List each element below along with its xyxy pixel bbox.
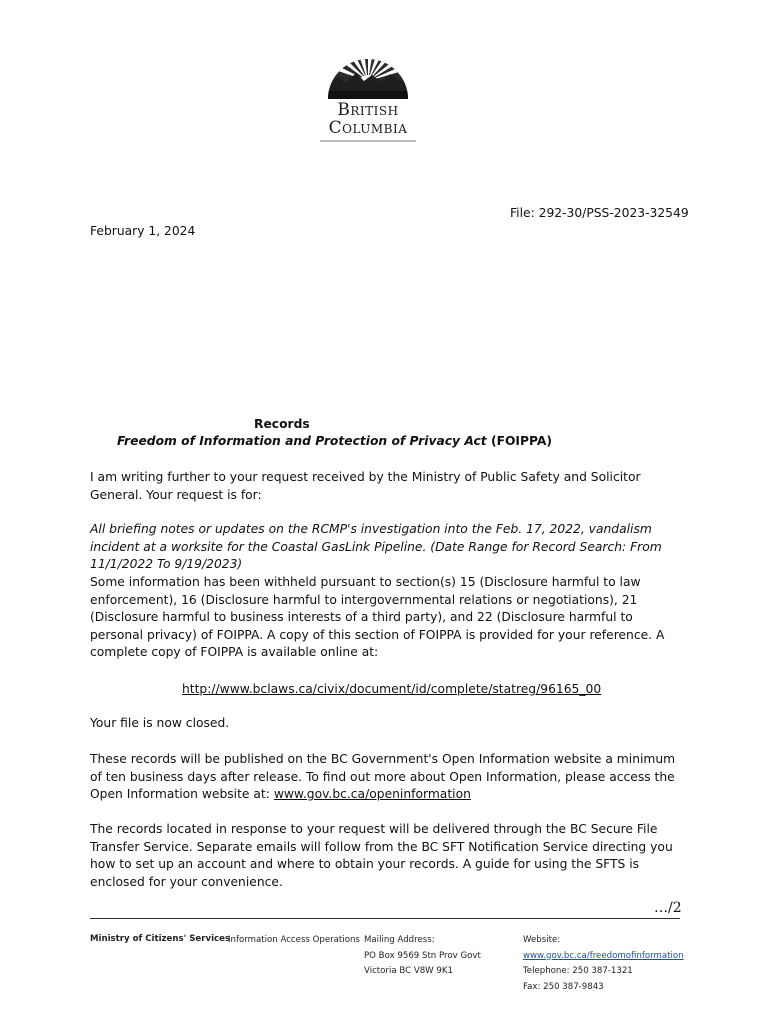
footer-mailing-address — [364, 933, 481, 980]
fax: Fax: 250 387-9843 — [523, 981, 604, 992]
paragraph-request-intro: I am writing further to your request received by the Ministry of Public Safety and Solicitor General. Your request is for: — [90, 470, 641, 502]
website-label: Website: — [523, 935, 561, 945]
open-information-link[interactable]: www.gov.bc.ca/openinformation — [273, 787, 471, 801]
open-information-text: These records will be published on the BC Government's Open Information website a minimum of ten business days after release. To find out more about Open Information, please access the Open Information website at: — [90, 752, 676, 801]
footer-contact — [523, 933, 684, 995]
logo-wordmark-line2: Columbia — [328, 118, 408, 138]
subject-records: Records — [254, 417, 310, 431]
foippa-link[interactable]: http://www.bclaws.ca/civix/document/id/complete/statreg/96165_00 — [182, 682, 602, 696]
paragraph-file-closed: Your file is now closed. — [90, 716, 230, 730]
mailing-label: Mailing Address: — [364, 935, 435, 945]
paragraph-open-information — [90, 751, 680, 804]
sun-mountains-icon — [326, 45, 410, 101]
mailing-line2: Victoria BC V8W 9K1 — [364, 966, 453, 976]
file-number: File: 292-30/PSS-2023-32549 — [510, 206, 689, 220]
paragraph-sfts: The records located in response to your request will be delivered through the BC Secure File Transfer Service. Separate emails will follow from the BC SFT Notification Service directing you how to set up an account and where to obtain your records. A guide for using the SFTS is enclosed for your convenience. — [90, 822, 673, 889]
subject-act — [117, 433, 552, 451]
website-link[interactable]: www.gov.bc.ca/freedomofinformation — [523, 950, 684, 961]
telephone: Telephone: 250 387-1321 — [523, 966, 633, 976]
footer-divider — [90, 918, 680, 919]
act-abbreviation: (FOIPPA) — [486, 434, 553, 448]
mailing-line1: PO Box 9569 Stn Prov Govt — [364, 950, 481, 961]
logo-wordmark-line1: British — [337, 100, 399, 120]
page-continuation: …/2 — [654, 900, 682, 916]
bc-government-logo — [313, 45, 423, 147]
paragraph-withheld: Some information has been withheld pursuant to section(s) 15 (Disclosure harmful to law enforcement), 16 (Disclosure harmful to intergovernmental relations or negotiations), 21 (Disclosure harmful to business interests of a third party), and 22 (Disclosure harmful to personal privacy) of FOIPPA. A copy of this section of FOIPPA is provided for your reference. A complete copy of FOIPPA is available online at: — [90, 575, 665, 659]
act-name: Freedom of Information and Protection of Privacy Act — [117, 434, 487, 448]
footer-office: Information Access Operations — [228, 935, 360, 945]
paragraph-request-text: All briefing notes or updates on the RCMP's investigation into the Feb. 17, 2022, vandalism incident at a worksite for the Coastal GasLink Pipeline. (Date Range for Record Search: From 11/1/2022 To 9/19/2023) — [90, 522, 662, 571]
letter-date: February 1, 2024 — [90, 224, 196, 238]
footer-ministry: Ministry of Citizens' Services — [90, 934, 231, 944]
logo-divider — [320, 140, 416, 142]
